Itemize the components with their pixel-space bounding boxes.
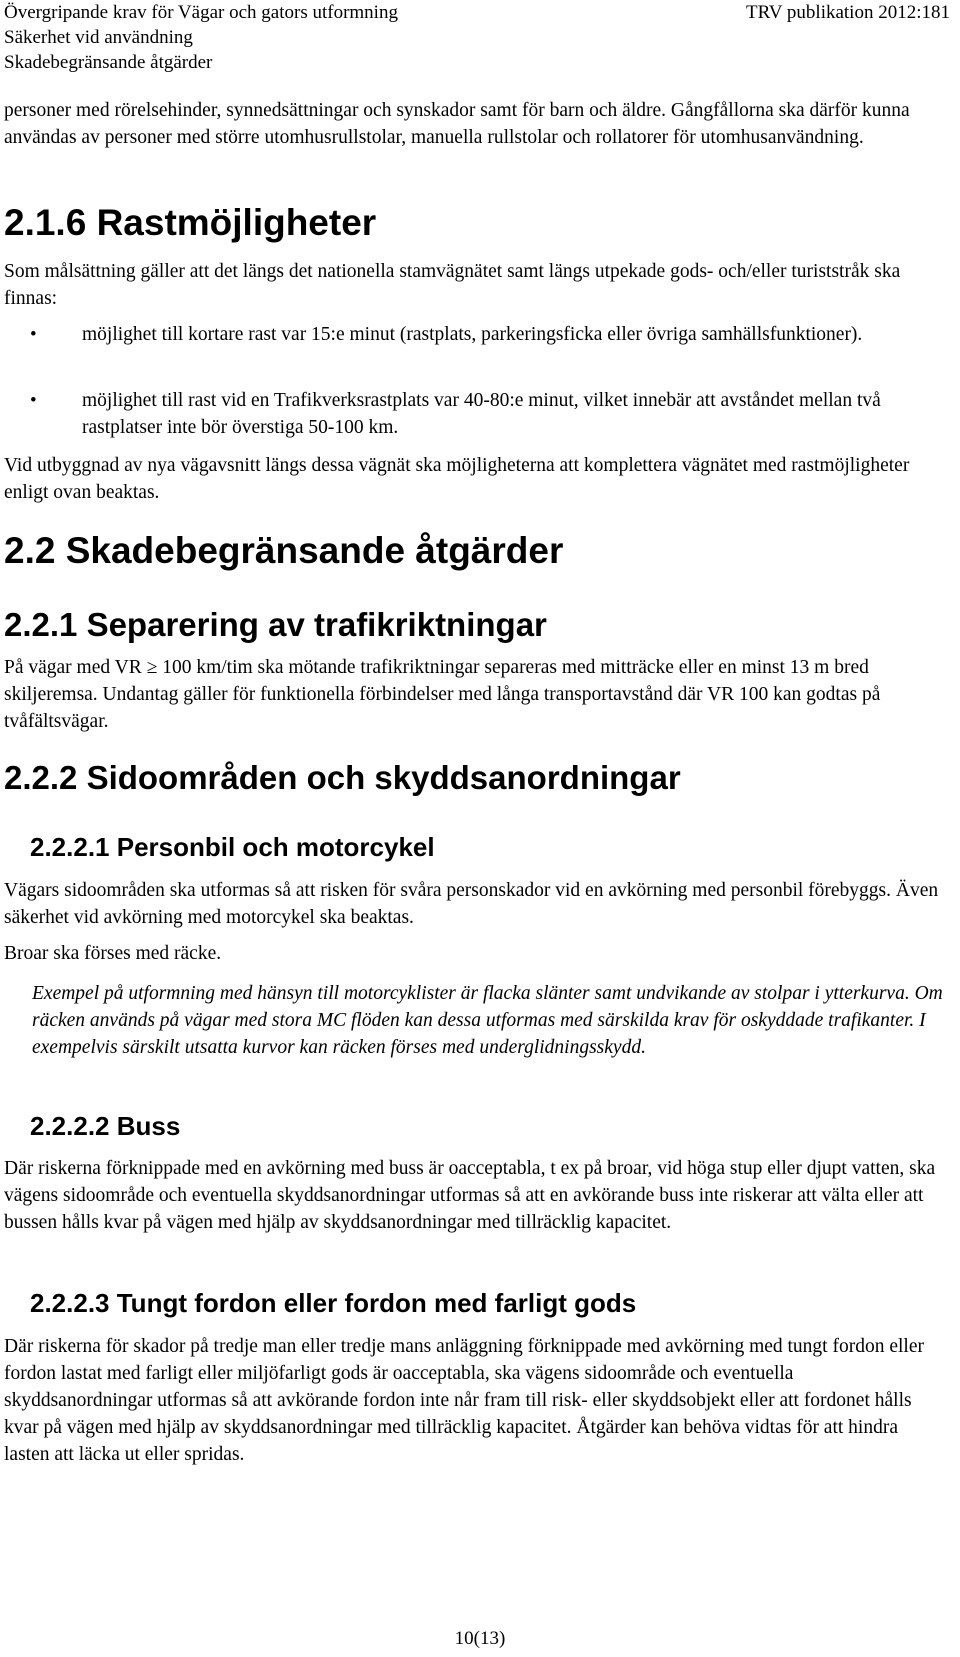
list-item [4,387,944,441]
example-paragraph: Exempel på utformning med hänsyn till motorcyklister är flacka slänter samt undvikande av stolpar i ytterkurva. Om räcken används på vägar med stora MC flöden kan dessa utformas med särskilda krav för oskyddade trafikanter. I exempelvis särskilt utsatta kurvor kan räcken förses med underglidningsskydd. [32,983,943,1058]
heading-2-2-2: 2.2.2 Sidoområden och skyddsanordningar [4,759,681,796]
buss-paragraph: Där riskerna förknippade med en avkörning med buss är oacceptabla, t ex på broar, vid höga stup eller djupt vatten, ska vägens sidoområde och eventuella skyddsanordningar utformas så att en avkörande buss inte riskerar att välta eller att bussen hålls kvar på vägen med hjälp av skyddsanordningar med tillräcklig kapacitet. [4,1158,936,1233]
intro-paragraph: personer med rörelsehinder, synnedsättningar och synskador samt för barn och äldre. Gångfållorna ska därför kunna användas av personer med större utomhusrullstolar, manuella rullstolar och rollatorer för utomhusanvändning. [4,100,910,148]
heading-2-2-2-2: 2.2.2.2 Buss [30,1111,181,1141]
header-section: Skadebegränsande åtgärder [4,52,213,73]
bullet-marker: • [30,390,37,411]
tungt-fordon-paragraph: Där riskerna för skador på tredje man eller tredje mans anläggning förknippade med avkörning med tungt fordon eller fordon lastat med farligt eller miljöfarligt gods är oacceptabla, ska vägens sidoområde och eventuella skyddsanordningar utformas så att avkörande fordon inte når fram till risk- eller skyddsobjekt eller att fordonet hålls kvar på vägen med hjälp av skyddsanordningar med tillräcklig kapacitet. Åtgärder kan behöva vidtas för att hindra lasten att läcka ut eller spridas. [4,1336,924,1465]
heading-2-1-6: 2.1.6 Rastmöjligheter [4,202,377,243]
list-item [4,321,944,375]
heading-2-2: 2.2 Skadebegränsande åtgärder [4,530,564,571]
bullet-text: möjlighet till kortare rast var 15:e minut (rastplats, parkeringsficka eller övriga samhällsfunktioner). [82,324,863,345]
bullet-text: möjlighet till rast vid en Trafikverksrastplats var 40-80:e minut, vilket innebär att avståndet mellan två rastplatser inte bör överstiga 50-100 km. [82,390,881,438]
broar-paragraph: Broar ska förses med räcke. [4,943,222,964]
header-publication: TRV publikation 2012:181 [746,2,950,23]
heading-2-2-1: 2.2.1 Separering av trafikriktningar [4,606,547,643]
bullet-marker: • [30,324,37,345]
rast-intro-paragraph: Som målsättning gäller att det längs det nationella stamvägnätet samt längs utpekade gods- och/eller turiststråk ska finnas: [4,261,901,309]
heading-2-2-2-1: 2.2.2.1 Personbil och motorcykel [30,832,435,862]
heading-2-2-2-3: 2.2.2.3 Tungt fordon eller fordon med farligt gods [30,1288,637,1318]
rast-closing-paragraph: Vid utbyggnad av nya vägavsnitt längs dessa vägnät ska möjligheterna att komplettera vägnätet med rastmöjligheter enligt ovan beaktas. [4,455,910,503]
personbil-paragraph: Vägars sidoområden ska utformas så att risken för svåra personskador vid en avkörning med personbil förebyggs. Även säkerhet vid avkörning med motorcykel ska beaktas. [4,880,939,928]
page-number: 10(13) [454,1628,506,1649]
separering-paragraph: På vägar med VR ≥ 100 km/tim ska mötande trafikriktningar separeras med mitträcke eller en minst 13 m bred skiljeremsa. Undantag gäller för funktionella förbindelser med långa transportavstånd där VR 100 kan godtas på tvåfältsvägar. [4,657,881,732]
header-subtitle: Säkerhet vid användning [4,27,193,48]
running-header [4,0,398,75]
header-title: Övergripande krav för Vägar och gators utformning [4,2,398,23]
